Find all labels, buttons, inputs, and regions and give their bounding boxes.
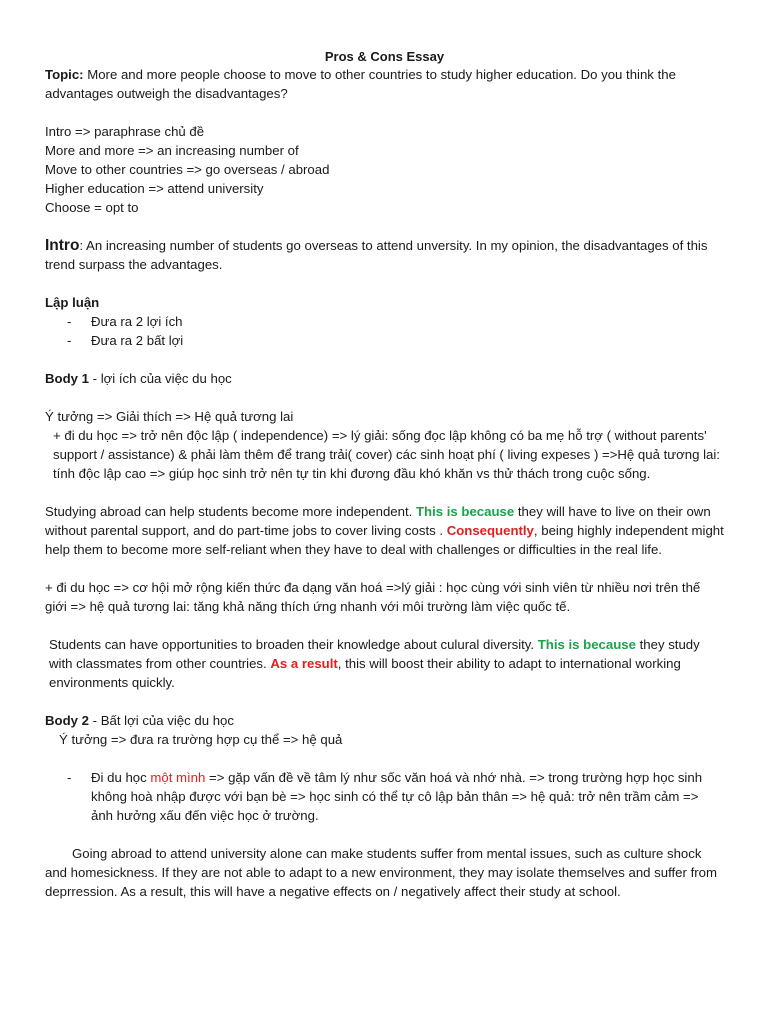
text-span: Going abroad to attend university alone can make students suffer from mental issues, such as culture shock and homesickness. If they are not able to adapt to a new environment, they may isolate themselves and suffer from deprression. As a result, this will have a negative effects on / negatively affect their study at school.: [45, 846, 717, 899]
list-item: - Đưa ra 2 lợi ích: [67, 312, 724, 331]
paraphrase-line: More and more => an increasing number of: [45, 143, 299, 158]
argument-heading: Lập luận: [45, 295, 100, 310]
body2-heading-text: - Bất lợi của việc du học: [88, 713, 234, 728]
intro-label: Intro: [45, 237, 80, 254]
text-span: Studying abroad can help students become more independent.: [45, 504, 416, 519]
paraphrase-line: Intro => paraphrase chủ đề: [45, 124, 205, 139]
text-span: Đi du học: [91, 770, 151, 785]
body1-idea-line: Ý tưởng => Giải thích => Hệ quả tương lai: [45, 409, 294, 424]
page-title: Pros & Cons Essay: [324, 49, 445, 64]
argument-list: [45, 312, 724, 350]
paraphrase-line: Move to other countries => go overseas / abroad: [45, 162, 330, 177]
body1-point2: + đi du học => cơ hội mở rộng kiến thức đa dạng văn hoá =>lý giải : học cùng với sinh viên từ nhiều nơi trên thế giới => hệ quả tương lai: tăng khả năng thích ứng nhanh với môi trường làm việc quốc tế.: [45, 580, 701, 614]
list-item: - Đưa ra 2 bất lợi: [67, 331, 724, 350]
topic-paragraph: [45, 65, 724, 103]
body2-label: Body 2: [45, 713, 89, 728]
text-span: they will have to live on their own without parental support, and do part-time jobs to cover living costs .: [45, 504, 711, 538]
intro-text: : An increasing number of students go overseas to attend unversity. In my opinion, the disadvantages of this trend surpass the advantages.: [45, 238, 708, 272]
highlight-red: một mình: [150, 770, 206, 785]
body1-label: Body 1: [45, 371, 89, 386]
highlight-red: Consequently: [446, 523, 534, 538]
body1-heading-text: - lợi ích của việc du học: [88, 371, 232, 386]
highlight-green: This is because: [415, 504, 515, 519]
topic-text: More and more people choose to move to other countries to study higher education. Do you think the advantages outweigh the disadvantages?: [45, 67, 676, 101]
body1-point1: + đi du học => trở nên độc lập ( independence) => lý giải: sống đọc lập không có ba mẹ hỗ trợ ( without parents' support / assistance) & phải làm thêm để trang trải( cover) các sinh hoạt phí ( living expeses ) =>Hệ quả tương lai: tính độc lập cao => giúp học sinh trở nên tự tin khi đương đầu khó khăn vs thử thách trong cuộc sống.: [53, 428, 720, 481]
paraphrase-line: Choose = opt to: [45, 200, 139, 215]
list-item: [67, 768, 724, 825]
text-span: they study with classmates from other countries.: [49, 637, 700, 671]
body2-point-list: [45, 768, 724, 825]
text-span: => gặp vấn đề về tâm lý như sốc văn hoá và nhớ nhà. => trong trường hợp học sinh không hoà nhập được với bạn bè => học sinh có thể tự cô lập bản thân => hệ quả: trở nên trầm cảm => ảnh hưởng xấu đến việc học ở trường.: [91, 770, 703, 823]
text-span: Students can have opportunities to broaden their knowledge about culural diversity.: [49, 637, 538, 652]
text-span: , this will boost their ability to adapt to international working environments quickly.: [49, 656, 681, 690]
body1-paragraph2: [45, 635, 724, 692]
body2-idea-line: Ý tưởng => đưa ra trường hợp cụ thể => hệ quả: [59, 732, 343, 747]
body1-paragraph1: [45, 502, 724, 559]
highlight-red: As a result: [270, 656, 338, 671]
paraphrase-line: Higher education => attend university: [45, 181, 264, 196]
body2-heading: [45, 711, 724, 730]
body2-paragraph: [45, 844, 724, 901]
intro-paragraph: [45, 236, 724, 274]
body1-heading: [45, 369, 724, 388]
text-span: , being highly independent might help them to become more self-reliant when they have to deal with challenges or difficulties in the real life.: [45, 523, 724, 557]
topic-label: Topic:: [45, 67, 84, 82]
highlight-green: This is because: [537, 637, 636, 652]
